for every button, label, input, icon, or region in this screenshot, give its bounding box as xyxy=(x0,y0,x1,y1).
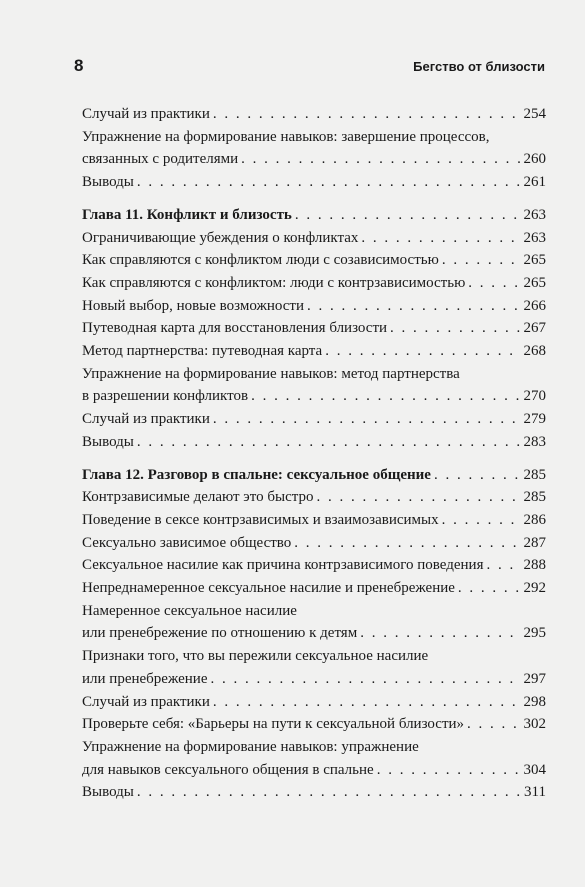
toc-entry-line xyxy=(82,781,546,804)
entry-title: Выводы xyxy=(82,174,134,191)
toc-entry-line xyxy=(82,148,546,171)
entry-title: Ограничивающие убеждения о конфликтах xyxy=(82,229,359,246)
entry-title: Новый выбор, новые возможности xyxy=(82,297,304,314)
entry-page-number: 260 xyxy=(523,151,546,168)
entry-page-number: 302 xyxy=(523,716,546,733)
chapter-label: Глава 12. xyxy=(82,466,144,483)
dot-leader xyxy=(137,431,521,454)
toc-entry-line xyxy=(82,691,546,714)
entry-title: или пренебрежение по отношению к детям xyxy=(82,625,358,642)
toc-entry-line xyxy=(82,668,546,691)
entry-page-number: 266 xyxy=(523,297,546,314)
entry-page-number: 285 xyxy=(523,466,546,483)
entry-page-number: 267 xyxy=(523,320,546,337)
toc-entry xyxy=(82,408,546,431)
entry-title: Случай из практики xyxy=(82,106,210,122)
entry-title: Сексуально зависимое общество xyxy=(82,534,292,551)
toc-entry xyxy=(82,691,546,714)
dot-leader xyxy=(390,317,520,340)
chapter-name: Разговор в спальне: сексуальное общение xyxy=(147,466,431,483)
toc-entry-line xyxy=(82,340,546,363)
toc-entry-line xyxy=(82,227,546,250)
toc-entry-line xyxy=(82,736,546,759)
dot-leader xyxy=(251,385,520,408)
dot-leader xyxy=(442,249,521,272)
entry-title: Контрзависимые делают это быстро xyxy=(82,489,314,506)
entry-title: Путеводная карта для восстановления близости xyxy=(82,320,388,337)
dot-leader xyxy=(467,713,520,736)
toc-entry-line xyxy=(82,317,546,340)
toc-entry xyxy=(82,126,546,171)
dot-leader xyxy=(295,204,521,227)
toc-entry-line xyxy=(82,577,546,600)
dot-leader xyxy=(434,464,521,487)
entry-title: Упражнение на формирование навыков: метод партнерства xyxy=(82,365,460,382)
entry-title: Намеренное сексуальное насилие xyxy=(82,602,297,619)
toc-chapter-entry xyxy=(82,464,546,487)
entry-title: Выводы xyxy=(82,784,134,801)
toc-entry xyxy=(82,554,546,577)
dot-leader xyxy=(316,486,520,509)
entry-page-number: 297 xyxy=(523,670,546,687)
toc-entry-line xyxy=(82,645,546,668)
entry-page-number: 304 xyxy=(523,761,546,778)
entry-page-number: 283 xyxy=(523,433,546,450)
toc-entry-line xyxy=(82,103,546,126)
toc-entry xyxy=(82,227,546,250)
entry-page-number: 268 xyxy=(523,343,546,360)
toc-entry-line xyxy=(82,600,546,623)
toc-entry xyxy=(82,295,546,318)
toc-entry xyxy=(82,103,546,126)
entry-title: Проверьте себя: «Барьеры на пути к сексуальной близости» xyxy=(82,716,465,733)
toc-entry xyxy=(82,486,546,509)
toc-entry xyxy=(82,249,546,272)
entry-title: Как справляются с конфликтом люди с созависимостью xyxy=(82,252,439,269)
entry-title: Случай из практики xyxy=(82,693,210,710)
toc-entry xyxy=(82,509,546,532)
toc-chapter-entry xyxy=(82,204,546,227)
entry-page-number: 287 xyxy=(523,534,546,551)
entry-title: Сексуальное насилие как причина контрзависимого поведения xyxy=(82,557,484,574)
toc-entry xyxy=(82,431,546,454)
toc-entry xyxy=(82,363,546,408)
entry-page-number: 263 xyxy=(523,206,546,223)
toc-entry-line xyxy=(82,171,546,194)
entry-page-number: 265 xyxy=(523,252,546,269)
toc-entry xyxy=(82,645,546,690)
entry-page-number: 270 xyxy=(523,388,546,405)
entry-title: Случай из практики xyxy=(82,411,210,428)
toc-entry-line xyxy=(82,431,546,454)
dot-leader xyxy=(486,554,520,577)
dot-leader xyxy=(213,691,521,714)
chapter-label: Глава 11. xyxy=(82,206,144,223)
toc-entry xyxy=(82,577,546,600)
entry-page-number: 295 xyxy=(523,625,546,642)
toc-entry-line xyxy=(82,713,546,736)
entry-title: Поведение в сексе контрзависимых и взаимозависимых xyxy=(82,511,439,528)
chapter-title xyxy=(82,204,292,227)
chapter-name: Конфликт и близость xyxy=(146,206,292,223)
toc-entry xyxy=(82,532,546,555)
toc-entry xyxy=(82,171,546,194)
toc-entry xyxy=(82,600,546,645)
dot-leader xyxy=(360,622,520,645)
dot-leader xyxy=(213,408,521,431)
entry-page-number: 265 xyxy=(523,274,546,291)
dot-leader xyxy=(325,340,520,363)
toc-entry-line xyxy=(82,532,546,555)
dot-leader xyxy=(468,272,520,295)
entry-title: Непреднамеренное сексуальное насилие и пренебрежение xyxy=(82,580,455,597)
toc-entry-line xyxy=(82,272,546,295)
entry-title: Выводы xyxy=(82,433,134,450)
toc-entry-line xyxy=(82,408,546,431)
toc-entry-line xyxy=(82,204,546,227)
entry-title: Упражнение на формирование навыков: упражнение xyxy=(82,738,419,755)
toc-entry xyxy=(82,340,546,363)
entry-page-number: 311 xyxy=(524,784,546,801)
toc-entry xyxy=(82,272,546,295)
entry-page-number: 292 xyxy=(523,580,546,597)
dot-leader xyxy=(137,171,521,194)
entry-page-number: 298 xyxy=(523,693,546,710)
toc-entry-line xyxy=(82,554,546,577)
chapter-title xyxy=(82,464,431,487)
entry-title: в разрешении конфликтов xyxy=(82,388,249,405)
entry-page-number: 254 xyxy=(523,106,546,122)
toc-entry-line xyxy=(82,486,546,509)
toc-entry-line xyxy=(82,385,546,408)
toc-entry-line xyxy=(82,126,546,149)
toc-entry-line xyxy=(82,622,546,645)
dot-leader xyxy=(213,103,521,126)
entry-title: Метод партнерства: путеводная карта xyxy=(82,343,323,360)
entry-page-number: 288 xyxy=(523,557,546,574)
toc-entry-line xyxy=(82,509,546,532)
dot-leader xyxy=(377,759,521,782)
entry-title: Признаки того, что вы пережили сексуальное насилие xyxy=(82,648,429,665)
toc-entry xyxy=(82,713,546,736)
toc-entry xyxy=(82,317,546,340)
toc-entry-line xyxy=(82,249,546,272)
table-of-contents xyxy=(82,103,546,804)
entry-page-number: 263 xyxy=(523,229,546,246)
toc-entry-line xyxy=(82,464,546,487)
entry-page-number: 279 xyxy=(523,411,546,428)
entry-title: Как справляются с конфликтом: люди с контрзависимостью xyxy=(82,274,466,291)
dot-leader xyxy=(137,781,521,804)
entry-title: или пренебрежение xyxy=(82,670,208,687)
entry-page-number: 261 xyxy=(523,174,546,191)
running-header-title: Бегство от близости xyxy=(413,59,545,74)
toc-entry xyxy=(82,781,546,804)
dot-leader xyxy=(294,532,520,555)
dot-leader xyxy=(361,227,520,250)
entry-title: для навыков сексуального общения в спальне xyxy=(82,761,374,778)
page-number: 8 xyxy=(74,56,84,75)
entry-page-number: 285 xyxy=(523,489,546,506)
toc-entry-line xyxy=(82,759,546,782)
dot-leader xyxy=(211,668,521,691)
entry-title: Упражнение на формирование навыков: завершение процессов, xyxy=(82,128,490,145)
dot-leader xyxy=(458,577,521,600)
toc-entry-line xyxy=(82,363,546,386)
entry-page-number: 286 xyxy=(523,511,546,528)
entry-title: связанных с родителями xyxy=(82,151,239,168)
toc-entry xyxy=(82,736,546,781)
dot-leader xyxy=(442,509,521,532)
dot-leader xyxy=(241,148,520,171)
toc-entry-line xyxy=(82,295,546,318)
dot-leader xyxy=(307,295,521,318)
